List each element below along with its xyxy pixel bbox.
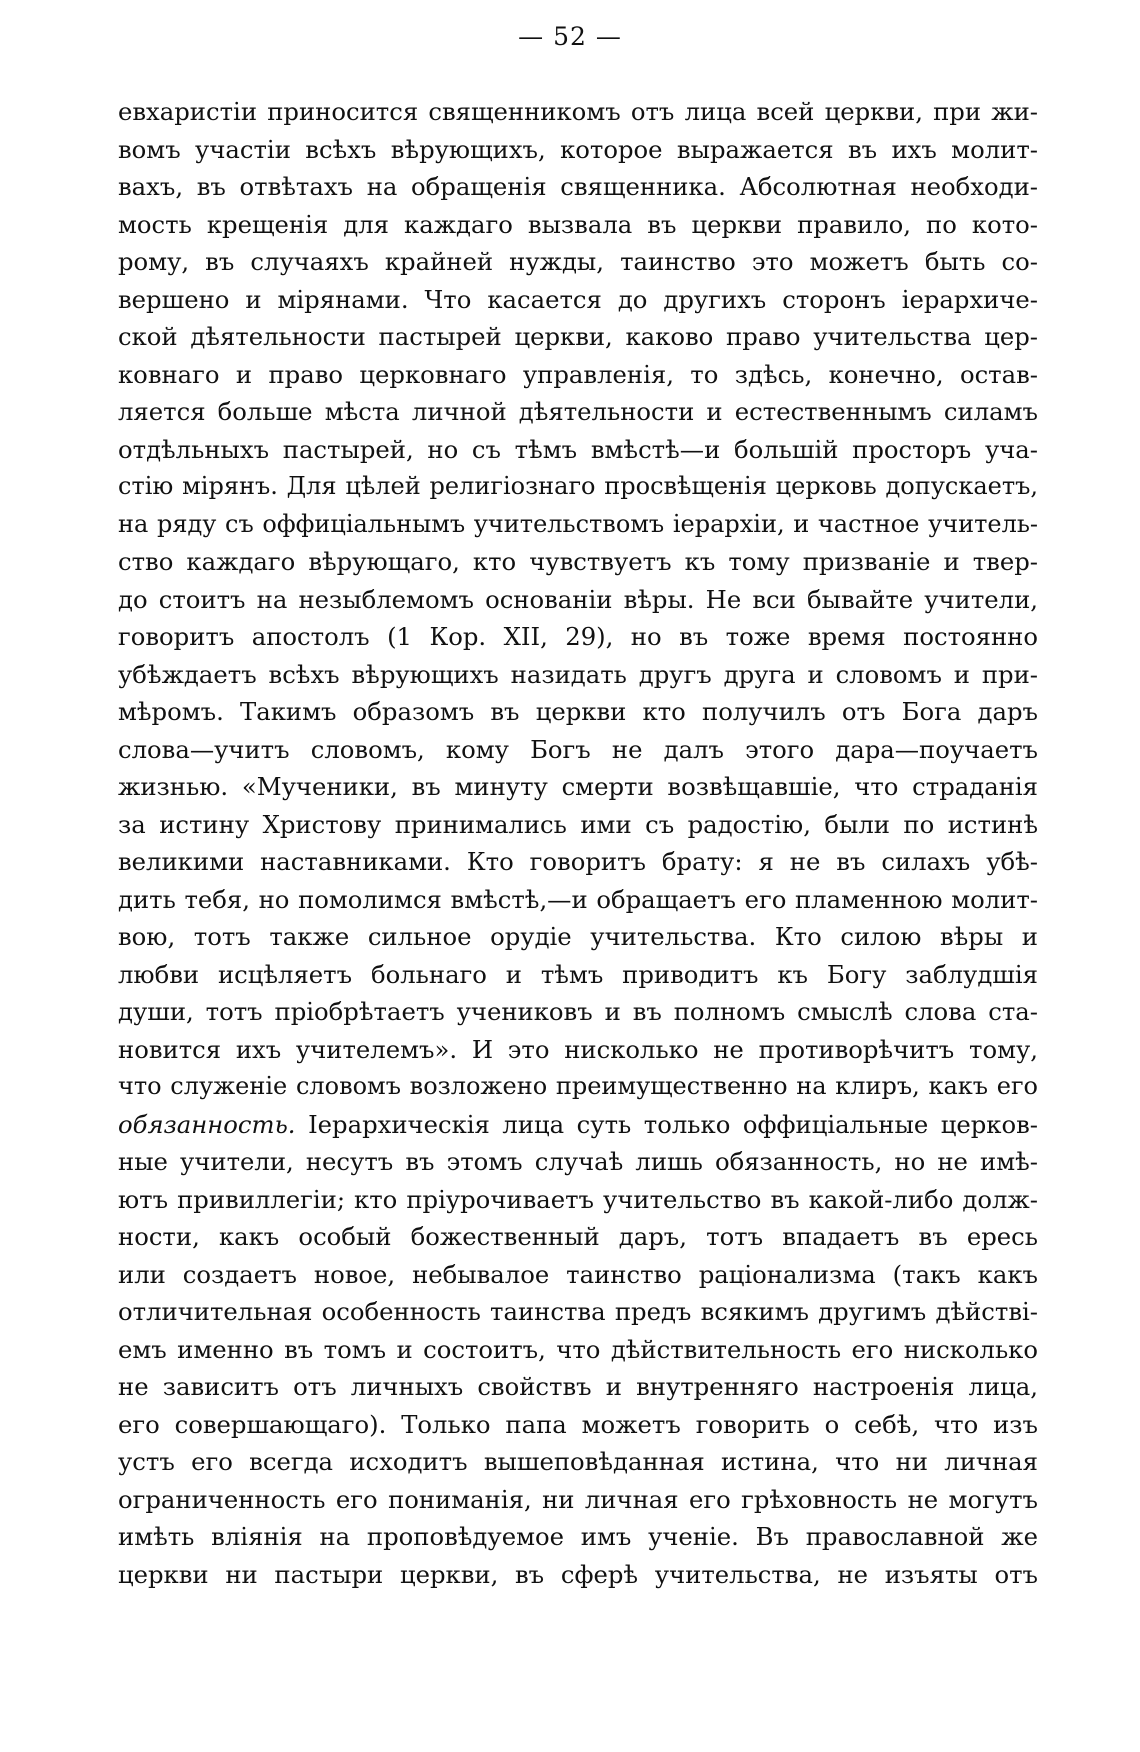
text-line: мость крещенія для каждаго вызвала въ церкви правило, по кото- — [118, 209, 1038, 239]
text-line: вершено и міpянами. Что касается до другихъ сторонъ іерархиче- — [118, 284, 1038, 314]
text-line-with-emphasis — [118, 1106, 1038, 1144]
text-line: стію міpянъ. Для цѣлей религіознаго просвѣщенія церковь допускаетъ, — [118, 472, 1038, 500]
emphasized-word: обязанность. — [118, 1109, 296, 1139]
text-line: емъ именно въ томъ и состоитъ, что дѣйствительность его нисколько — [118, 1334, 1038, 1364]
text-line: не зависитъ отъ личныхъ свойствъ и внутренняго настроенія лица, — [118, 1372, 1038, 1401]
text-line: ской дѣятельности пастырей церкви, каково право учительства цер- — [118, 322, 1038, 351]
text-line-rest: Іерархическія лица суть только оффиціальные церков- — [295, 1109, 1038, 1139]
text-line: вомъ участіи всѣхъ вѣрующихъ, которое выражается въ ихъ молит- — [118, 134, 1038, 164]
text-line: слова—учитъ словомъ, кому Богъ не далъ этого дара—поучаетъ — [118, 734, 1038, 764]
text-line: ные учители, несутъ въ этомъ случаѣ лишь обязанность, но не имѣ- — [118, 1147, 1038, 1176]
text-line: души, тотъ пріобрѣтаетъ учениковъ и въ полномъ смыслѣ слова ста- — [118, 997, 1038, 1026]
text-line: вахъ, въ отвѣтахъ на обращенія священника. Абсолютная необходи- — [118, 172, 1038, 201]
text-line: или создаетъ новое, небывалое таинство раціонализма (такъ какъ — [118, 1259, 1038, 1289]
text-line: ютъ привиллегіи; кто пріурочиваетъ учительство въ какой-либо долж- — [118, 1184, 1038, 1214]
text-line: мѣромъ. Такимъ образомъ въ церкви кто получилъ отъ Бога даръ — [118, 697, 1038, 726]
text-line: ляется больше мѣста личной дѣятельности и естественнымъ силамъ — [118, 397, 1038, 426]
text-line: евхаристіи приносится священникомъ отъ лица всей церкви, при жи- — [118, 97, 1038, 126]
text-line: до стоитъ на незыблемомъ основаніи вѣры. Не вси бывайте учители, — [118, 584, 1038, 614]
text-line: имѣть вліянія на проповѣдуемое имъ ученіе. Въ православной же — [118, 1522, 1038, 1551]
text-line: отличительная особенность таинства предъ всякимъ другимъ дѣйстві- — [118, 1297, 1038, 1326]
text-line: ство каждаго вѣрующаго, кто чувствуетъ къ тому призваніе и твер- — [118, 547, 1038, 576]
text-line: ковнаго и право церковнаго управленія, то здѣсь, конечно, остав- — [118, 359, 1038, 389]
text-line: жизнью. «Мученики, въ минуту смерти возвѣщавшіе, что страданія — [118, 772, 1038, 801]
text-line: любви исцѣляетъ больнаго и тѣмъ приводитъ къ Богу заблудшія — [118, 959, 1038, 989]
text-line: дить тебя, но помолимся вмѣстѣ,—и обращаетъ его пламенною молит- — [118, 884, 1038, 914]
text-line: его совершающаго). Только папа можетъ говорить о себѣ, что изъ — [118, 1409, 1038, 1439]
text-line: устъ его всегда исходитъ вышеповѣданная истина, что ни личная — [118, 1447, 1038, 1476]
text-line: церкви ни пастыри церкви, въ сферѣ учительства, не изъяты отъ — [118, 1559, 1038, 1589]
text-line: рому, въ случаяхъ крайней нужды, таинство это можетъ быть со- — [118, 247, 1038, 276]
page-number: — 52 — — [518, 22, 622, 51]
text-line: отдѣльныхъ пастырей, но съ тѣмъ вмѣстѣ—и большій просторъ уча- — [118, 434, 1038, 464]
text-line: ности, какъ особый божественный даръ, тотъ впадаетъ въ ересь — [118, 1222, 1038, 1251]
text-line: убѣждаетъ всѣхъ вѣрующихъ назидать другъ друга и словомъ и при- — [118, 659, 1038, 689]
body-text — [118, 93, 1038, 1593]
text-line: вою, тотъ также сильное орудіе учительства. Кто силою вѣры и — [118, 922, 1038, 951]
text-line: великими наставниками. Кто говоритъ брату: я не въ силахъ убѣ- — [118, 847, 1038, 876]
text-line: новится ихъ учителемъ». И это нисколько не противорѣчитъ тому, — [118, 1034, 1038, 1064]
text-line: на ряду съ оффиціальнымъ учительствомъ іерархіи, и частное учитель- — [118, 509, 1038, 538]
text-line: ограниченность его пониманія, ни личная его грѣховность не могутъ — [118, 1484, 1038, 1514]
text-line: говоритъ апостолъ (1 Кор. XII, 29), но въ тоже время постоянно — [118, 622, 1038, 651]
text-line: за истину Христову принимались ими съ радостію, были по истинѣ — [118, 809, 1038, 839]
text-line: что служеніе словомъ возложено преимущественно на клиръ, какъ его — [118, 1072, 1038, 1100]
